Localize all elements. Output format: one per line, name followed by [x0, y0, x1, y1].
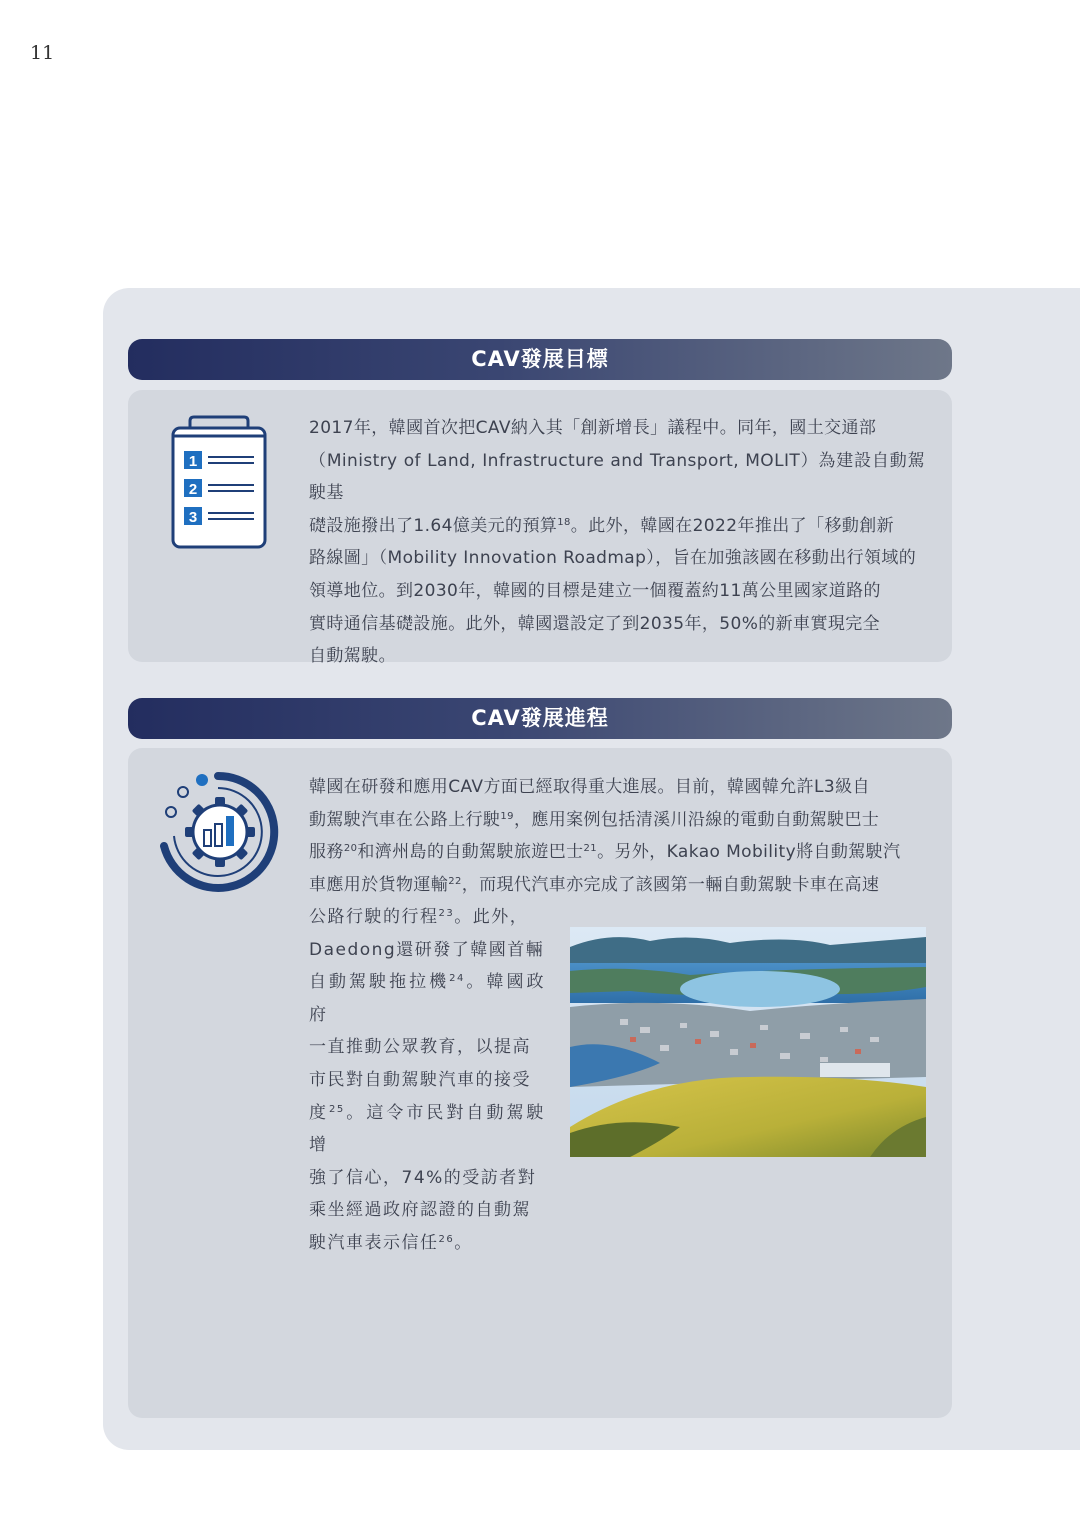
- footnote-ref: 26: [438, 1233, 455, 1245]
- clipboard-checklist-icon: [168, 413, 270, 553]
- progress-paragraph-top: [309, 771, 925, 901]
- footnote-ref: 22: [448, 875, 462, 887]
- jeju-coastal-town-aerial-photo: [570, 927, 926, 1157]
- footnote-ref: 25: [329, 1103, 345, 1115]
- progress-section-title: CAV發展進程: [128, 698, 952, 739]
- page-number: 11: [30, 42, 55, 64]
- progress-paragraph-wrap: [309, 901, 545, 1260]
- goals-line: 路線圖」（Mobility Innovation Roadmap），旨在加強該國在移動出行領域的: [309, 548, 917, 569]
- footnote-ref: 20: [343, 843, 358, 855]
- gear-chart-progress-icon: [156, 770, 280, 894]
- progress-line: 服務$^{20}$和濟州島的自動駕駛旅遊巴士$^{21}$。另外，Kakao Mobility將自動駕駛汽: [309, 842, 901, 863]
- progress-line: 車應用於貨物運輸$^{22}$，而現代汽車亦完成了該國第一輛自動駕駛卡車在高速: [309, 874, 880, 895]
- progress-line: 度$^{25}$。這令市民對自動駕駛增: [309, 1102, 546, 1156]
- progress-line: 公路行駛的行程$^{23}$。此外，: [309, 907, 529, 927]
- progress-line: 駛汽車表示信任$^{26}$。: [309, 1232, 473, 1253]
- footnote-ref: 18: [557, 516, 571, 528]
- goals-line: 領導地位。到2030年，韓國的目標是建立一個覆蓋約11萬公里國家道路的: [309, 580, 881, 601]
- progress-line: 乘坐經過政府認證的自動駕: [309, 1200, 531, 1221]
- progress-line: 自動駕駛拖拉機$^{24}$。韓國政府: [309, 972, 546, 1025]
- goals-paragraph: [309, 412, 925, 673]
- progress-line: 市民對自動駕駛汽車的接受: [309, 1069, 531, 1090]
- goals-section-title: CAV發展目標: [128, 339, 952, 380]
- footnote-ref: 21: [583, 843, 598, 855]
- goals-line: （Ministry of Land, Infrastructure and Transport, MOLIT）為建設自動駕駛基: [309, 450, 925, 504]
- progress-line: 韓國在研發和應用CAV方面已經取得重大進展。目前，韓國韓允許L3級自: [309, 777, 870, 797]
- goals-line: 2017年，韓國首次把CAV納入其「創新增長」議程中。同年，國土交通部: [309, 418, 877, 438]
- goals-line: 礎設施撥出了1.64億美元的預算$^{18}$。此外，韓國在2022年推出了「移動創新: [309, 515, 895, 536]
- progress-line: 動駕駛汽車在公路上行駛$^{19}$，應用案例包括清溪川沿線的電動自動駕駛巴士: [309, 809, 880, 830]
- footnote-ref: 24: [449, 973, 465, 985]
- footnote-ref: 23: [438, 908, 455, 919]
- footnote-ref: 19: [500, 810, 514, 822]
- goals-line: 自動駕駛。: [309, 646, 396, 667]
- goals-line: 實時通信基礎設施。此外，韓國還設定了到2035年，50%的新車實現完全: [309, 613, 881, 634]
- checklist-number-2: 2: [188, 481, 198, 498]
- progress-line: 一直推動公眾教育，以提高: [309, 1037, 531, 1058]
- checklist-number-1: 1: [188, 453, 198, 470]
- progress-line: 強了信心，74%的受訪者對: [309, 1167, 537, 1188]
- progress-line: Daedong還研發了韓國首輛: [309, 939, 545, 960]
- checklist-number-3: 3: [188, 509, 198, 526]
